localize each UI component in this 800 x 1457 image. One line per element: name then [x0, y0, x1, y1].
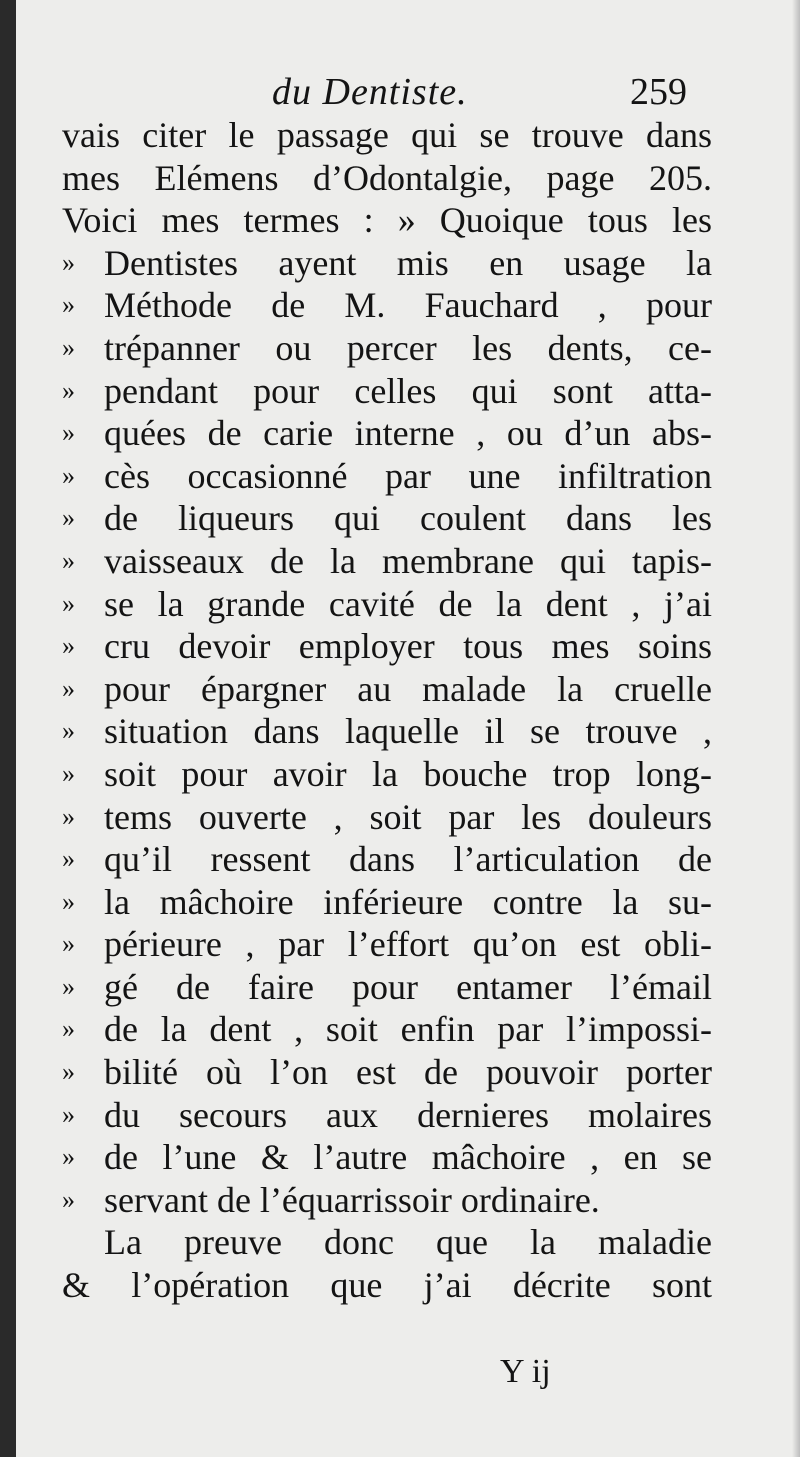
quoted-line: » gé de faire pour entamer l’émail: [62, 966, 712, 1007]
quote-mark: »: [62, 1142, 75, 1172]
quote-mark: »: [62, 1057, 75, 1087]
page-number: 259: [630, 71, 687, 113]
quote-mark: »: [62, 971, 75, 1001]
text-line: & l’opération que j’ai décrite sont: [62, 1265, 712, 1306]
quoted-line: » situation dans laquelle il se trouve ,: [62, 711, 712, 752]
quoted-line: » du secours aux dernieres molaires: [62, 1094, 712, 1135]
quote-mark: »: [62, 1014, 75, 1044]
quoted-line: » cès occasionné par une infiltration: [62, 455, 712, 496]
quote-mark: »: [62, 545, 75, 575]
quoted-line: » tems ouverte , soit par les douleurs: [62, 796, 712, 837]
signature-mark: Y ij: [500, 1353, 551, 1390]
quote-mark: »: [62, 247, 75, 277]
quote-mark: »: [62, 844, 75, 874]
text-line: La preuve donc que la maladie: [104, 1222, 712, 1263]
quoted-line: » bilité où l’on est de pouvoir porter: [62, 1052, 712, 1093]
running-head: [0, 70, 800, 120]
quote-mark: »: [62, 716, 75, 746]
quoted-line: » vaisseaux de la membrane qui tapis-: [62, 540, 712, 581]
quote-mark: »: [62, 929, 75, 959]
quoted-line: » pendant pour celles qui sont atta-: [62, 370, 712, 411]
quote-mark: »: [62, 418, 75, 448]
quote-mark: »: [62, 1099, 75, 1129]
quote-mark: »: [62, 673, 75, 703]
running-title: du Dentiste.: [272, 71, 468, 113]
quote-mark: »: [62, 758, 75, 788]
text-line: Voici mes termes : » Quoique tous les: [62, 200, 712, 241]
quoted-line: » soit pour avoir la bouche trop long-: [62, 753, 712, 794]
quote-mark: »: [62, 1184, 75, 1214]
text-line: vais citer le passage qui se trouve dans: [62, 115, 712, 155]
quoted-line: » trépanner ou percer les dents, ce-: [62, 327, 712, 368]
quoted-line: » Méthode de M. Fauchard , pour: [62, 285, 712, 326]
quote-mark: »: [62, 503, 75, 533]
quote-mark: »: [62, 588, 75, 618]
quoted-line: » servant de l’équarrissoir ordinaire.: [62, 1179, 600, 1220]
quote-mark: »: [62, 375, 75, 405]
quoted-line: » de la dent , soit enfin par l’impossi-: [62, 1009, 712, 1050]
quote-mark: »: [62, 332, 75, 362]
quoted-line: » Dentistes ayent mis en usage la: [62, 242, 712, 283]
quoted-line: » quées de carie interne , ou d’un abs-: [62, 413, 712, 454]
body-text: [0, 114, 800, 1307]
quoted-line: » cru devoir employer tous mes soins: [62, 626, 712, 667]
quote-mark: »: [62, 801, 75, 831]
quoted-line: » pour épargner au malade la cruelle: [62, 668, 712, 709]
quoted-line: » de liqueurs qui coulent dans les: [62, 498, 712, 539]
quote-mark: »: [62, 886, 75, 916]
quoted-line: » se la grande cavité de la dent , j’ai: [62, 583, 712, 624]
quoted-line: » qu’il ressent dans l’articulation de: [62, 839, 712, 880]
text-line: mes Elémens d’Odontalgie, page 205.: [62, 157, 712, 198]
quoted-line: » de l’une & l’autre mâchoire , en se: [62, 1137, 712, 1178]
quote-mark: »: [62, 460, 75, 490]
quote-mark: »: [62, 290, 75, 320]
quoted-line: » la mâchoire inférieure contre la su-: [62, 881, 712, 922]
quoted-line: » périeure , par l’effort qu’on est obli-: [62, 924, 712, 965]
quote-mark: »: [62, 631, 75, 661]
